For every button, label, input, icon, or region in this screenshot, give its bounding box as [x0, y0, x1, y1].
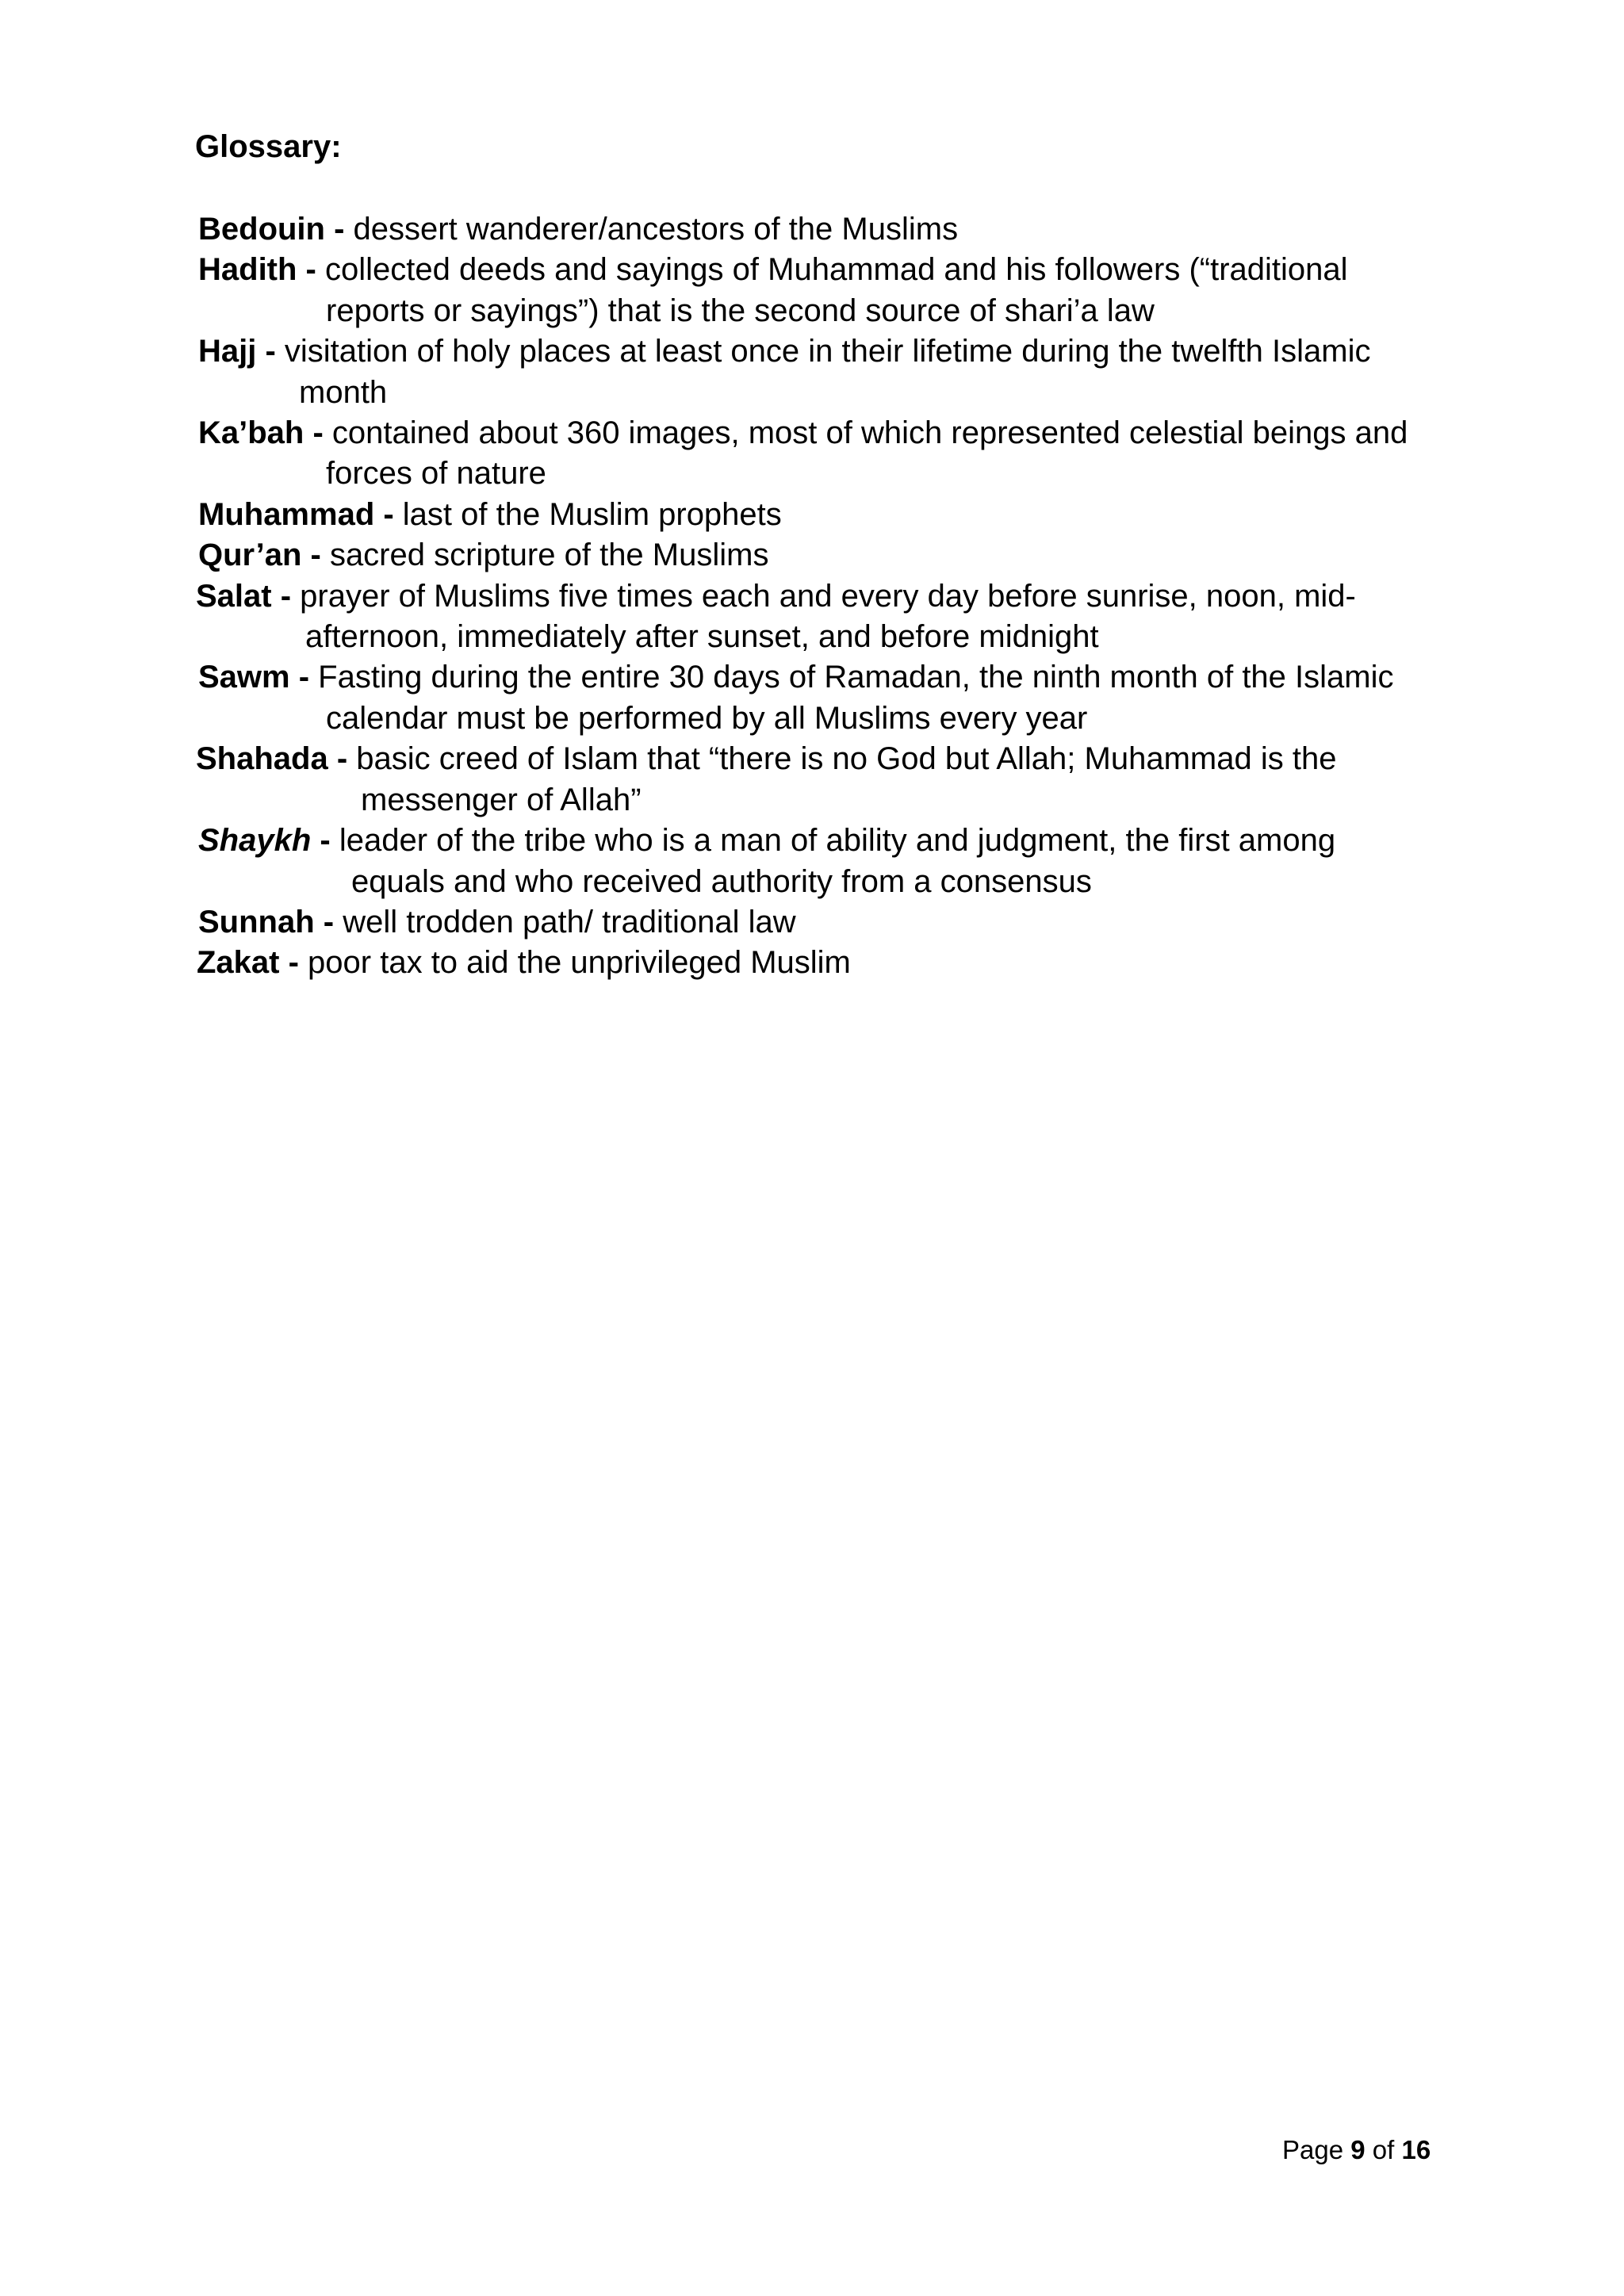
glossary-definition: dessert wanderer/ancestors of the Muslims [353, 212, 959, 247]
glossary-entry-muhammad [0, 495, 1624, 535]
glossary-definition: collected deeds and sayings of Muhammad and his followers (“traditional [324, 252, 1348, 288]
glossary-definition: basic creed of Islam that “there is no God but Allah; Muhammad is the [356, 741, 1337, 777]
glossary-entry-shahada [0, 739, 1624, 821]
glossary-term: Ka’bah - [198, 415, 332, 451]
glossary-definition-continued: messenger of Allah” [361, 782, 642, 817]
glossary-term: Bedouin - [198, 212, 354, 247]
glossary-definition: Fasting during the entire 30 days of Ramadan, the ninth month of the Islamic [318, 660, 1394, 695]
glossary-definition-continued: reports or sayings”) that is the second source of shari’a law [326, 293, 1155, 328]
current-page-number: 9 [1350, 2135, 1365, 2164]
glossary-entry-sunnah [0, 902, 1624, 943]
glossary-entry-hadith [0, 250, 1624, 331]
glossary-term-separator: - [311, 823, 339, 859]
glossary-term: Hadith - [198, 252, 325, 288]
glossary-term: Qur’an - [198, 538, 330, 573]
glossary-heading: Glossary: [195, 129, 342, 164]
glossary-definition: visitation of holy places at least once in their lifetime during the twelfth Islamic [284, 334, 1371, 369]
total-page-count: 16 [1401, 2135, 1431, 2164]
glossary-entry-zakat [0, 943, 1624, 983]
glossary-term: Sawm - [198, 660, 319, 695]
glossary-term: Hajj - [198, 334, 285, 369]
glossary-entry-kabah [0, 413, 1624, 495]
page-number-separator: of [1365, 2135, 1402, 2164]
glossary-entry-sawm [0, 657, 1624, 739]
glossary-definition-continued: afternoon, immediately after sunset, and before midnight [305, 619, 1099, 655]
glossary-entry-salat [0, 576, 1624, 658]
glossary-definition: poor tax to aid the unprivileged Muslim [308, 945, 851, 981]
glossary-entry-shaykh [0, 821, 1624, 902]
glossary-entry-quran [0, 535, 1624, 576]
glossary-definition-continued: month [299, 374, 388, 410]
glossary-definition: contained about 360 images, most of which represented celestial beings and [331, 415, 1408, 451]
glossary-list [0, 209, 1624, 984]
page-number-prefix: Page [1282, 2135, 1351, 2164]
glossary-term: Salat - [196, 578, 301, 614]
glossary-definition: sacred scripture of the Muslims [329, 538, 769, 573]
glossary-definition-continued: equals and who received authority from a consensus [351, 863, 1092, 899]
glossary-term: Shahada - [196, 741, 357, 777]
glossary-definition-continued: forces of nature [326, 456, 546, 492]
glossary-term: Muhammad - [198, 496, 403, 532]
glossary-definition: leader of the tribe who is a man of ability and judgment, the first among [339, 823, 1336, 859]
glossary-definition: well trodden path/ traditional law [343, 904, 796, 939]
glossary-definition-continued: calendar must be performed by all Muslims every year [326, 700, 1088, 736]
page-number [1282, 2134, 1431, 2166]
glossary-term: Sunnah - [198, 904, 343, 939]
glossary-definition: last of the Muslim prophets [402, 496, 782, 532]
glossary-term: Shaykh [198, 823, 312, 859]
glossary-term: Zakat - [197, 945, 308, 981]
glossary-definition: prayer of Muslims five times each and every day before sunrise, noon, mid- [300, 578, 1356, 614]
glossary-entry-hajj [0, 331, 1624, 413]
glossary-entry-bedouin [0, 209, 1624, 250]
